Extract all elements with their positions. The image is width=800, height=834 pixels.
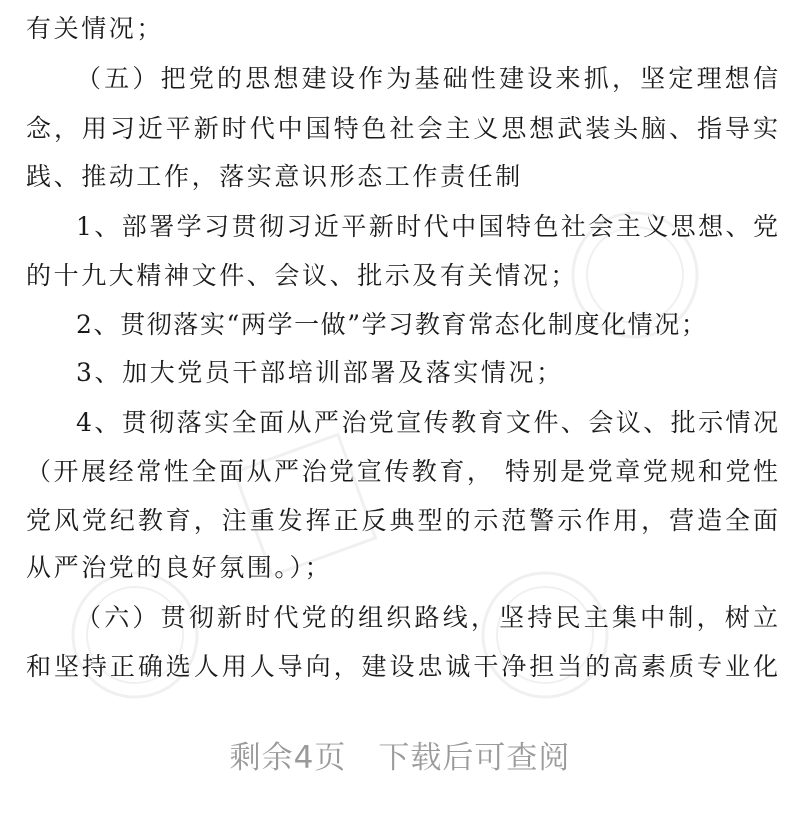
document-line: （开展经常性全面从严治党宣传教育， 特别是党章党规和党性	[26, 457, 778, 486]
list-item: 1、部署学习贯彻习近平新时代中国特色社会主义思想、党	[76, 212, 778, 241]
list-item: 2、贯彻落实“两学一做”学习教育常态化制度化情况；	[76, 310, 708, 339]
list-item: 3、加大党员干部培训部署及落实情况；	[76, 358, 564, 387]
section-heading: （五）把党的思想建设作为基础性建设来抓，坚定理想信	[76, 64, 778, 93]
download-notice[interactable]	[0, 732, 800, 777]
document-line: 和坚持正确选人用人导向，建设忠诚干净担当的高素质专业化	[26, 652, 778, 681]
remaining-pages-label: 剩余4页	[229, 740, 347, 776]
section-heading: （六）贯彻新时代党的组织路线，坚持民主集中制，树立	[76, 603, 778, 632]
document-line: 的十九大精神文件、会议、批示及有关情况；	[26, 261, 579, 290]
download-to-view-label: 下载后可查阅	[378, 740, 571, 776]
document-line: 有关情况；	[26, 14, 165, 43]
list-item: 4、贯彻落实全面从严治党宣传教育文件、会议、批示情况	[76, 408, 778, 437]
document-line: 念，用习近平新时代中国特色社会主义思想武装头脑、指导实	[26, 114, 778, 143]
document-line: 党风党纪教育，注重发挥正反典型的示范警示作用，营造全面	[26, 506, 778, 535]
document-line: 践、推动工作，落实意识形态工作责任制	[26, 162, 523, 191]
document-line: 从严治党的良好氛围。）；	[26, 553, 333, 582]
